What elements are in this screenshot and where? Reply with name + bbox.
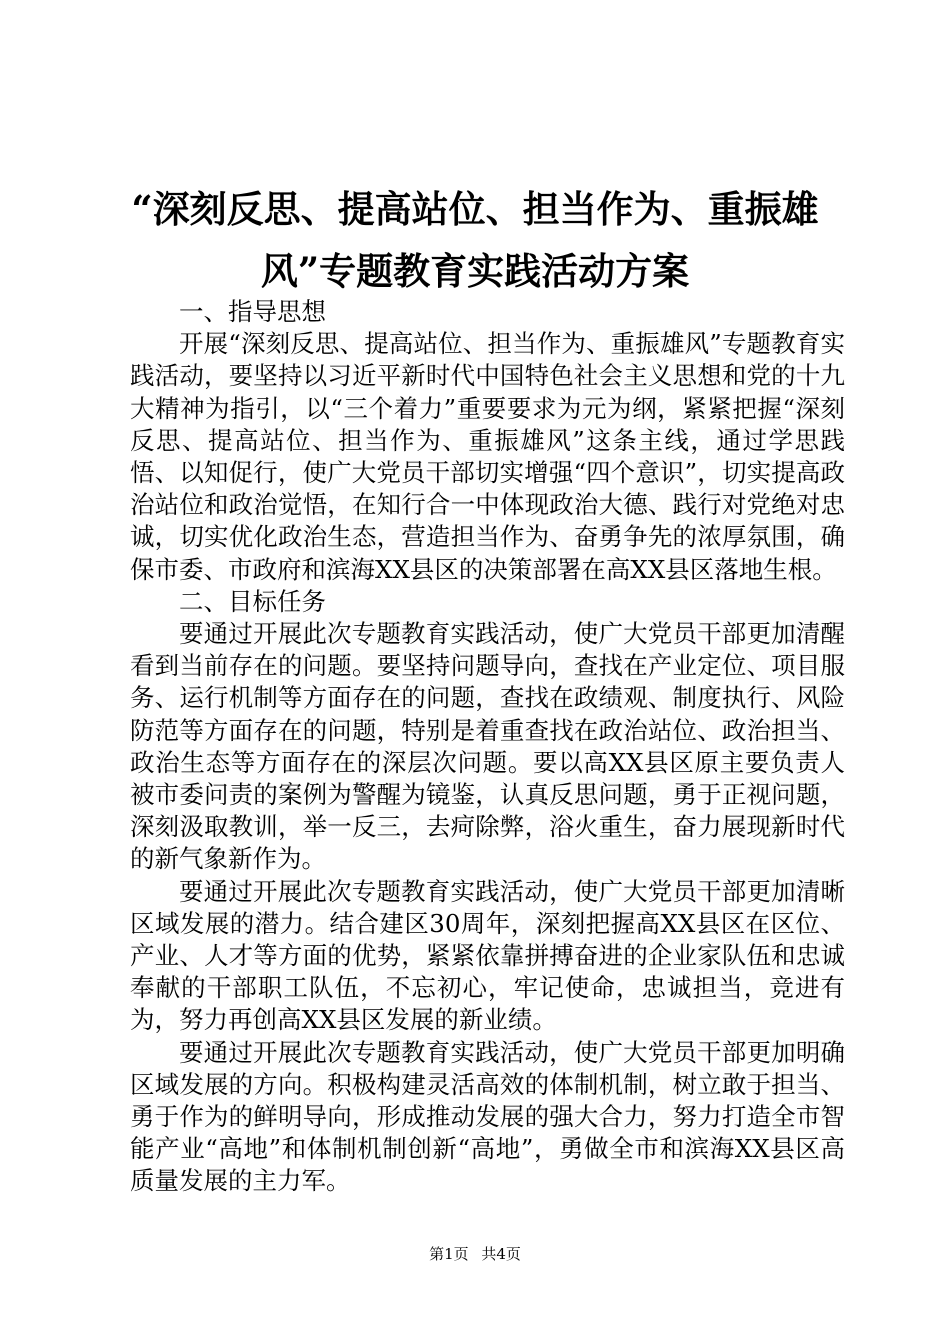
page-number: 第1页 [429,1245,469,1263]
paragraph: 要通过开展此次专题教育实践活动，使广大党员干部更加清醒看到当前存在的问题。要坚持问题导向，查找在产业定位、项目服务、运行机制等方面存在的问题，查找在政绩观、制度执行、风险防范等方面存在的问题，特别是着重查找在政治站位、政治担当、政治生态等方面存在的深层次问题。要以高XX县区原主要负责人被市委问责的案例为警醒为镜鉴，认真反思问题，勇于正视问题，深刻汲取教训，举一反三，去疴除弊，浴火重生，奋力展现新时代的新气象新作为。 [130,619,845,874]
page-footer [0,1243,950,1264]
paragraph: 要通过开展此次专题教育实践活动，使广大党员干部更加明确区域发展的方向。积极构建灵活高效的体制机制，树立敢于担当、勇于作为的鲜明导向，形成推动发展的强大合力，努力打造全市智能产业“高地”和体制机制创新“高地”，勇做全市和滨海XX县区高质量发展的主力军。 [130,1037,845,1196]
paragraph: 要通过开展此次专题教育实践活动，使广大党员干部更加清晰区域发展的潜力。结合建区30周年，深刻把握高XX县区在区位、产业、人才等方面的优势，紧紧依靠拼搏奋进的企业家队伍和忠诚奉献的干部职工队伍，不忘初心，牢记使命，忠诚担当，竞进有为，努力再创高XX县区发展的新业绩。 [130,876,845,1035]
document-title: “深刻反思、提高站位、担当作为、重振雄风”专题教育实践活动方案 [131,187,819,293]
section-heading: 一、指导思想 [179,297,326,326]
section-heading: 二、目标任务 [179,586,326,616]
paragraph: 开展“深刻反思、提高站位、担当作为、重振雄风”专题教育实践活动，要坚持以习近平新时代中国特色社会主义思想和党的十九大精神为指引，以“三个着力”重要要求为元为纲，紧紧把握“深刻反思、提高站位、担当作为、重振雄风”这条主线，通过学思践悟、以知促行，使广大党员干部切实增强“四个意识”，切实提高政治站位和政治觉悟，在知行合一中体现政治大德、践行对党绝对忠诚，切实优化政治生态，营造担当作为、奋勇争先的浓厚氛围，确保市委、市政府和滨海XX县区的决策部署在高XX县区落地生根。 [130,329,845,584]
document-body [130,296,845,1198]
page-total: 共4页 [481,1245,521,1263]
